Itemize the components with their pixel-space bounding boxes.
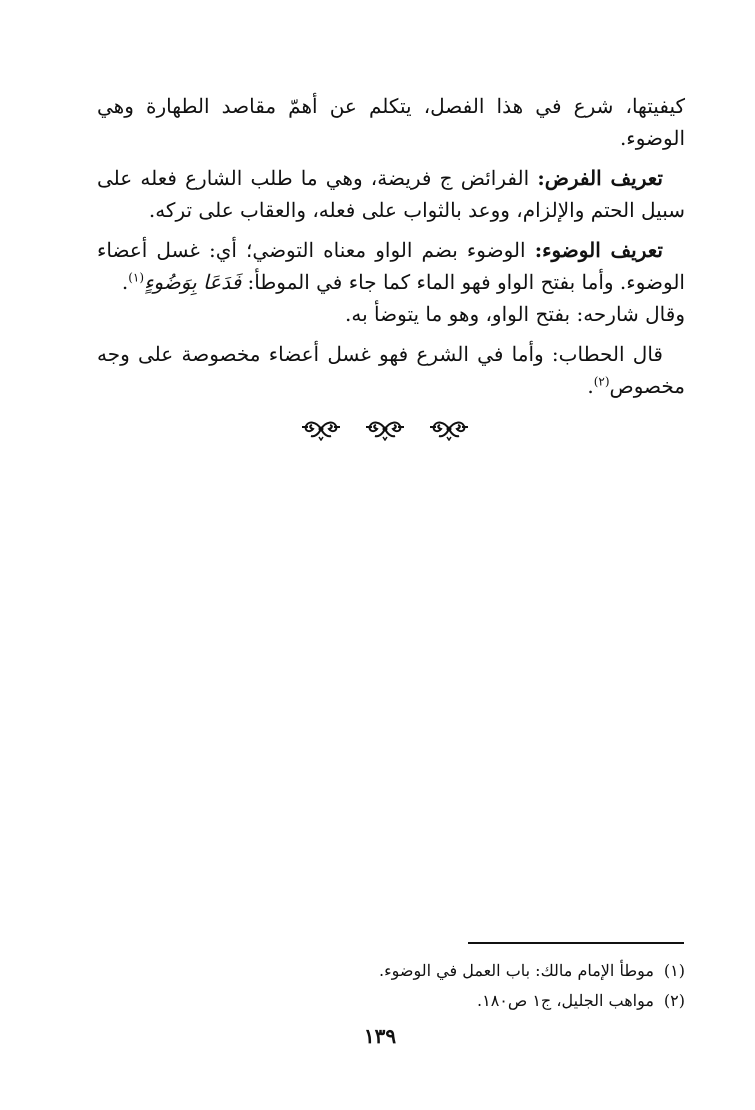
paragraph-hattab [97,338,685,402]
paragraph-wudu-definition [97,234,685,298]
paragraph-tail: . [121,270,129,294]
footnote-item [200,986,685,1016]
floral-ornament-icon [428,417,470,441]
footnote-item [200,956,685,986]
paragraph-text: كيفيتها، شرع في هذا الفصل، يتكلم عن أهمّ مقاصد الطهارة وهي الوضوء. [97,94,685,150]
footnote-marker[interactable]: (١) [128,270,145,285]
paragraph-text: وقال شارحه: بفتح الواو، وهو ما يتوضأ به. [345,302,685,326]
footnote-number: (١) [663,961,685,980]
paragraph-tail: . [587,374,594,398]
term-heading: تعريف الفرض: [537,166,663,190]
paragraph-commentator [97,298,685,330]
page-number: ١٣٩ [363,1024,397,1048]
floral-ornament-icon [364,417,406,441]
footnote-separator [468,942,684,944]
paragraph-intro [97,90,685,154]
paragraph-text: قال الحطاب: وأما في الشرع فهو غسل أعضاء مخصوصة على وجه مخصوص [97,342,685,398]
paragraph-text: الفرائض ج فريضة، وهي ما طلب الشارع فعله على سبيل الحتم والإلزام، ووعد بالثواب على فعله، والعقاب على تركه. [97,166,685,222]
footnote-text: موطأ الإمام مالك: باب العمل في الوضوء. [379,961,654,980]
footnote-number: (٢) [663,991,685,1010]
footnote-text: مواهب الجليل، ج١ ص١٨٠. [477,991,654,1010]
hadith-quote: فَدَعَا بِوَضُوءٍ [144,270,242,294]
footnotes [200,956,685,1016]
term-heading: تعريف الوضوء: [534,238,664,262]
paragraph-text: الوضوء بضم الواو معناه التوضي؛ أي: غسل أعضاء الوضوء. وأما بفتح الواو فهو الماء كما جاء في الموطأ: [97,238,685,294]
floral-ornament-icon [300,417,342,441]
section-divider [300,414,470,444]
footnote-marker[interactable]: (٢) [593,374,610,389]
main-text [97,90,685,410]
paragraph-fard-definition [97,162,685,226]
